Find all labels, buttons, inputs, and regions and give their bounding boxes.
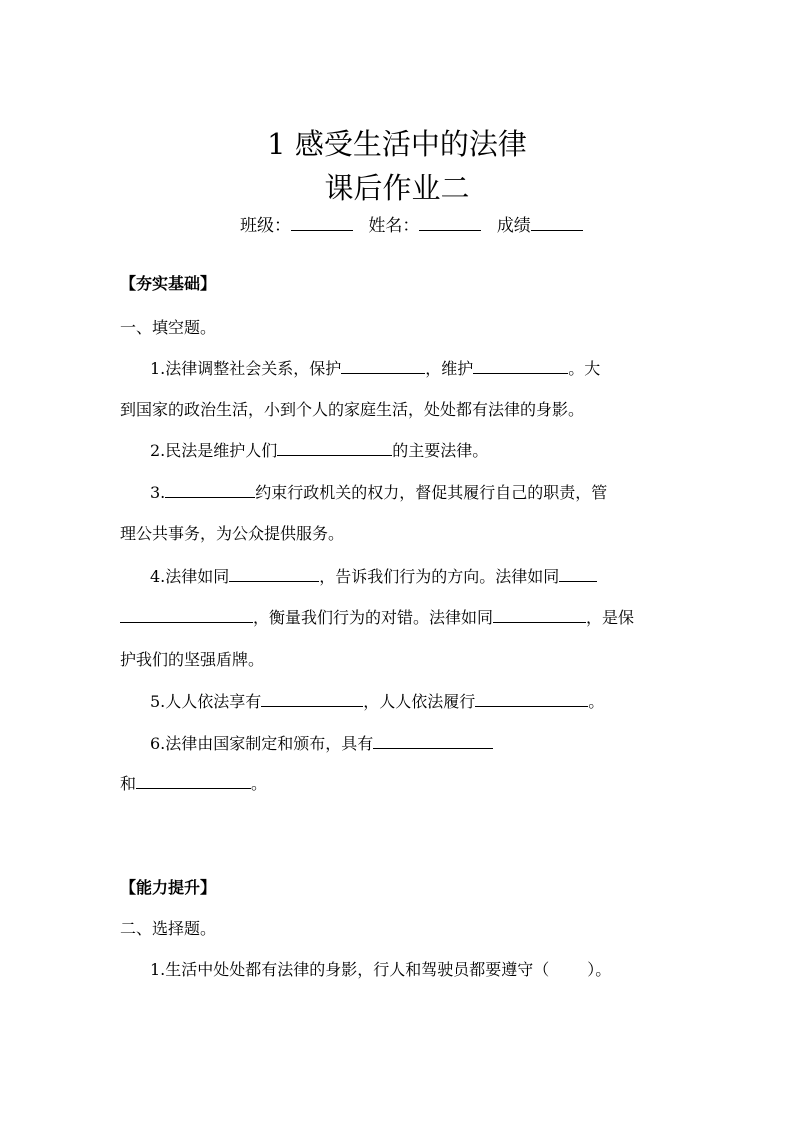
question-4-line-1: 4.法律如同 ，告诉我们行为的方向。法律如同 bbox=[150, 564, 597, 587]
name-label: 姓名： bbox=[368, 216, 420, 236]
q6-blank-2[interactable] bbox=[136, 775, 251, 789]
choice-question-1: 1.生活中处处都有法律的身影，行人和驾驶员都要遵守（ ）。 bbox=[150, 960, 612, 979]
q1-blank-2[interactable] bbox=[473, 360, 568, 374]
question-3-line-1: 3. 约束行政机关的权力，督促其履行自己的职责，管 bbox=[150, 483, 608, 502]
q4-blank-2[interactable] bbox=[559, 568, 597, 582]
q3-blank[interactable] bbox=[165, 484, 255, 498]
student-info-row bbox=[240, 211, 583, 236]
score-label: 成绩 bbox=[496, 216, 531, 236]
section-header-ability: 【能力提升】 bbox=[120, 878, 217, 897]
q4-blank-2-cont[interactable] bbox=[120, 609, 253, 623]
question-4-line-3: 护我们的坚强盾牌。 bbox=[120, 650, 265, 669]
section-header-basics: 【夯实基础】 bbox=[120, 274, 217, 293]
question-6-line-1: 6.法律由国家制定和颁布，具有 bbox=[150, 731, 493, 754]
q1-blank-1[interactable] bbox=[341, 360, 425, 374]
question-4-line-2: ，衡量我们行为的对错。法律如同 ，是保 bbox=[120, 605, 634, 628]
q4-blank-1[interactable] bbox=[229, 568, 319, 582]
question-2: 2.民法是维护人们 的主要法律。 bbox=[150, 441, 489, 460]
q6-blank-1[interactable] bbox=[373, 735, 493, 749]
page-title: 1 感受生活中的法律 bbox=[267, 127, 527, 161]
score-blank[interactable] bbox=[531, 216, 583, 231]
page-subtitle: 课后作业二 bbox=[324, 171, 470, 205]
q5-blank-2[interactable] bbox=[475, 693, 588, 707]
q5-blank-1[interactable] bbox=[261, 693, 363, 707]
class-blank[interactable] bbox=[291, 216, 353, 231]
choice-heading: 二、选择题。 bbox=[120, 919, 217, 938]
question-3-line-2: 理公共事务，为公众提供服务。 bbox=[120, 524, 345, 543]
question-1-line-1: 1.法律调整社会关系，保护 ，维护 。大 bbox=[150, 359, 601, 378]
q2-blank[interactable] bbox=[277, 442, 392, 456]
question-6-line-2: 和 。 bbox=[120, 774, 268, 793]
question-5: 5.人人依法享有 ，人人依法履行 。 bbox=[150, 692, 605, 711]
class-label: 班级： bbox=[240, 216, 291, 236]
fill-blank-heading: 一、填空题。 bbox=[120, 318, 217, 337]
name-blank[interactable] bbox=[419, 216, 481, 231]
q4-blank-3[interactable] bbox=[493, 609, 586, 623]
question-1-line-2: 到国家的政治生活，小到个人的家庭生活，处处都有法律的身影。 bbox=[120, 400, 585, 419]
